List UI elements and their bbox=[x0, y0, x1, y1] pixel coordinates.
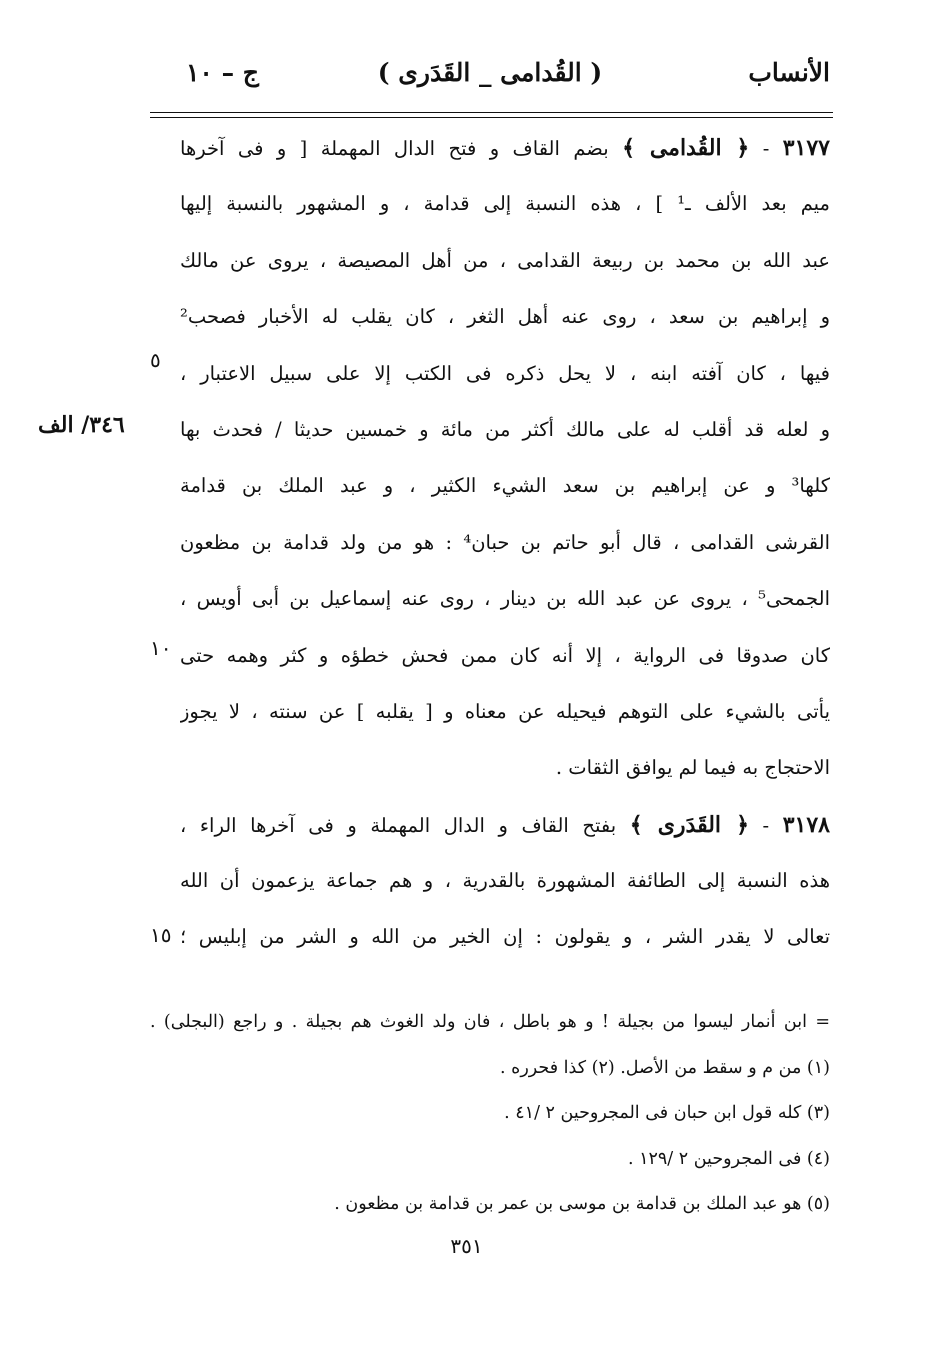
header-entry-range: ( القُدامى _ القَدَرى ) bbox=[377, 58, 603, 87]
text-line: عبد الله بن محمد بن ربيعة القدامى ، من أهل المصيصة ، يروى عن مالك bbox=[180, 248, 830, 272]
footnotes bbox=[150, 1000, 830, 1228]
text-line: كلها³ و عن إبراهيم بن سعد الشيء الكثير ، و عبد الملك بن قدامة bbox=[180, 474, 830, 498]
folio-marker: ٣٤٦/ الف bbox=[38, 412, 125, 438]
entry-text: بفتح القاف و الدال المهملة و فى آخرها الراء ، bbox=[180, 813, 617, 837]
text-line: كان صدوقا فى الرواية ، إلا أنه كان ممن فحش خطؤه و كثر وهمه حتى bbox=[180, 643, 830, 667]
entry-number: ٣١٧٨ bbox=[782, 811, 830, 838]
text-line: الاحتجاج به فيما لم يوافق الثقات . bbox=[555, 756, 830, 780]
entry-number: ٣١٧٧ bbox=[782, 135, 830, 161]
text-line: يأتى بالشيء على التوهم فيحيله عن معناه و [ يقلبه ] عن سنته ، لا يجوز bbox=[180, 699, 830, 723]
margin-line-number: ١٥ bbox=[150, 923, 172, 947]
margin-line-number: ٥ bbox=[150, 348, 161, 372]
header-book-title: الأنساب bbox=[748, 58, 830, 87]
text-line: ٣١٧٨ - ﴿ القَدَرى ﴾ بفتح القاف و الدال المهملة و فى آخرها الراء ، bbox=[180, 811, 830, 838]
text-line: القرشى القدامى ، قال أبو حاتم بن حبان⁴ : هو من ولد قدامة بن مظعون bbox=[180, 530, 830, 554]
entry-text: بضم القاف و فتح الدال المهملة [ و فى آخرها bbox=[180, 137, 609, 160]
header-rule-thick bbox=[150, 112, 833, 113]
entry-nisba: ﴿ القَدَرى ﴾ bbox=[629, 811, 749, 838]
text-line: الجمحى⁵ ، يروى عن عبد الله بن دينار ، روى عنه إسماعيل بن أبى أويس ، bbox=[180, 587, 830, 611]
main-text bbox=[180, 120, 830, 966]
footnote: = ابن أنمار ليسوا من بجيلة ! و هو باطل ، فان ولد الغوث هم بجيلة . و راجع (البجلى) . bbox=[150, 1012, 830, 1032]
footnote: (١) من م و سقط من الأصل. (٢) كذا فحرره . bbox=[500, 1057, 830, 1078]
running-header bbox=[150, 58, 830, 102]
header-rule-thin bbox=[150, 117, 833, 118]
text-line: ٣١٧٧ - ﴿ القُدامى ﴾ بضم القاف و فتح الدال المهملة [ و فى آخرها bbox=[180, 135, 830, 161]
header-volume: ج – ١٠ bbox=[186, 58, 259, 87]
margin-line-number: ١٠ bbox=[150, 636, 172, 660]
footnote: (٥) هو عبد الملك بن قدامة بن موسى بن عمر بن قدامة بن مظعون . bbox=[334, 1194, 830, 1214]
text-line: و لعله قد أقلب له على مالك أكثر من مائة و خمسين حديثا / فحدث بها bbox=[180, 417, 830, 441]
entry-nisba: ﴿ القُدامى ﴾ bbox=[622, 135, 750, 161]
text-line: هذه النسبة إلى الطائفة المشهورة بالقدرية ، و هم جماعة يزعمون أن الله bbox=[180, 869, 830, 893]
footnote: (٤) فى المجروحين ٢ /١٢٩ . bbox=[627, 1148, 830, 1169]
page-number: ٣٥١ bbox=[450, 1234, 483, 1258]
text-line: ميم بعد الألف ـ¹ ] ، هذه النسبة إلى قدامة ، و المشهور بالنسبة إليها bbox=[180, 192, 830, 216]
footnote: (٣) كله قول ابن حبان فى المجروحين ٢ /٤١ . bbox=[504, 1103, 830, 1123]
text-line: و إبراهيم بن سعد ، روى عنه أهل الثغر ، كان يقلب له الأخبار فصحب² bbox=[180, 305, 830, 329]
text-line: تعالى لا يقدر الشر ، و يقولون : إن الخير من الله و الشر من إبليس ؛ bbox=[180, 925, 830, 949]
text-line: فيها ، كان آفته ابنه ، لا يحل ذكره فى الكتب إلا على سبيل الاعتبار ، bbox=[180, 361, 830, 385]
